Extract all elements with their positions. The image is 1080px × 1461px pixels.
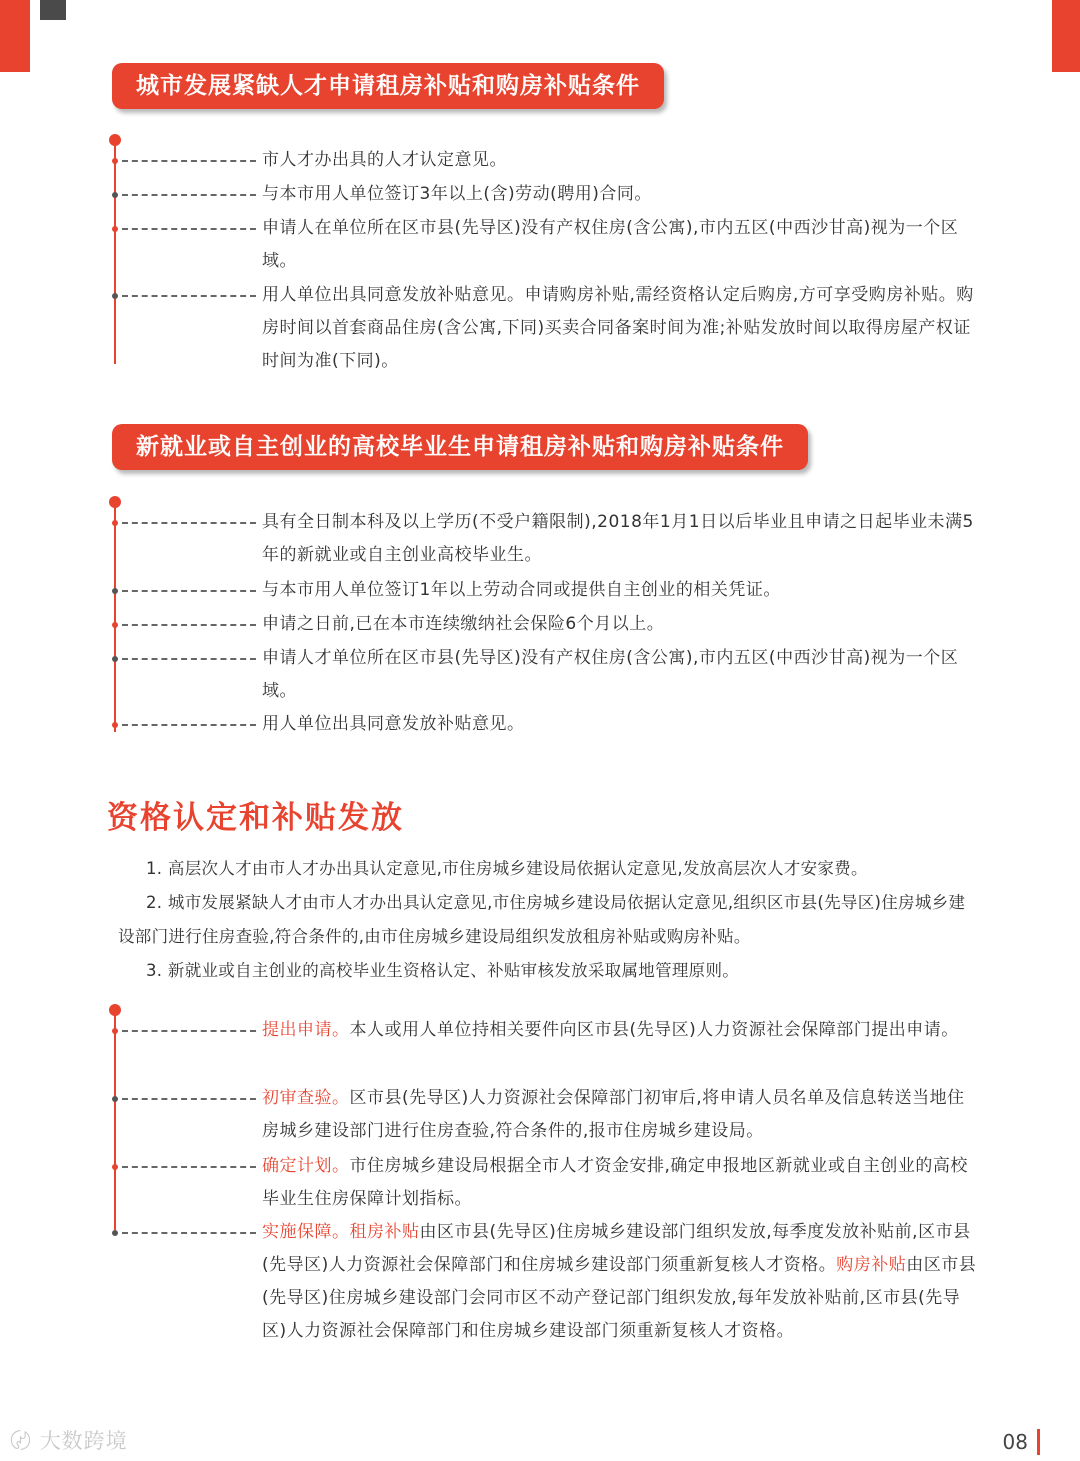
item-text: 用人单位出具同意发放补贴意见。申请购房补贴,需经资格认定后购房,方可享受购房补贴。购房时间以首套商品住房(含公寓,下同)买卖合同备案时间为准;补贴发放时间以取得房屋产权证时间为准(下同)。: [262, 285, 974, 371]
timeline-start-dot: [109, 134, 121, 146]
step-body: 本人或用人单位持相关要件向区市县(先导区)人力资源社会保障部门提出申请。: [349, 1020, 959, 1040]
dashed-connector: [122, 194, 256, 196]
item-text: 申请之日前,已在本市连续缴纳社会保险6个月以上。: [262, 614, 665, 634]
dashed-connector: [122, 1098, 256, 1100]
section1-timeline: [108, 134, 988, 384]
bullet-dot: [112, 158, 118, 164]
section3-timeline: [108, 1004, 988, 1384]
bullet-dot: [112, 226, 118, 232]
timeline-line: [114, 504, 116, 732]
step-body: 市住房城乡建设局根据全市人才资金安排,确定申报地区新就业或自主创业的高校毕业生住房保障计划指标。: [262, 1156, 968, 1209]
bullet-dot: [112, 622, 118, 628]
paragraph-text: 2. 城市发展紧缺人才由市人才办出具认定意见,市住房城乡建设局依据认定意见,组织区市县(先导区)住房城乡建设部门进行住房查验,符合条件的,由市住房城乡建设局组织发放租房补贴或购房补贴。: [118, 893, 966, 946]
dashed-connector: [122, 522, 256, 524]
watermark-text: 大数跨境: [39, 1429, 128, 1453]
corner-decoration-right: [1052, 0, 1080, 72]
bullet-dot: [112, 1164, 118, 1170]
dashed-connector: [122, 1232, 256, 1234]
corner-decoration-left: [0, 0, 30, 72]
dashed-connector: [122, 624, 256, 626]
dashed-connector: [122, 160, 256, 162]
paragraph-text: 3. 新就业或自主创业的高校毕业生资格认定、补贴审核发放采取属地管理原则。: [146, 961, 740, 980]
paragraph: [118, 886, 980, 954]
section2-timeline: [108, 496, 988, 746]
paragraph: [118, 852, 980, 886]
dashed-connector: [122, 228, 256, 230]
item-text: 与本市用人单位签订3年以上(含)劳动(聘用)合同。: [262, 184, 652, 204]
bullet-dot: [112, 293, 118, 299]
timeline-line: [114, 142, 116, 364]
step-body: 区市县(先导区)人力资源社会保障部门初审后,将申请人员名单及信息转送当地住房城乡建设部门进行住房查验,符合条件的,报市住房城乡建设局。: [262, 1088, 965, 1141]
page-number: 08: [1002, 1430, 1028, 1454]
bullet-dot: [112, 656, 118, 662]
step-label: 提出申请。: [262, 1020, 350, 1040]
bullet-dot: [112, 1230, 118, 1236]
item-text: 用人单位出具同意发放补贴意见。: [262, 714, 525, 734]
step-text: [262, 1014, 982, 1047]
item-text: 市人才办出具的人才认定意见。: [262, 150, 507, 170]
page-number-bar: [1037, 1429, 1040, 1455]
bullet-dot: [112, 192, 118, 198]
paragraph-text: 1. 高层次人才由市人才办出具认定意见,市住房城乡建设局依据认定意见,发放高层次人才安家费。: [146, 859, 868, 878]
item-text: 与本市用人单位签订1年以上劳动合同或提供自主创业的相关凭证。: [262, 580, 781, 600]
item-text: 具有全日制本科及以上学历(不受户籍限制),2018年1月1日以后毕业且申请之日起毕业未满5年的新就业或自主创业高校毕业生。: [262, 512, 974, 565]
dashed-connector: [122, 1030, 256, 1032]
timeline-start-dot: [109, 1004, 121, 1016]
item-text: 申请人在单位所在区市县(先导区)没有产权住房(含公寓),市内五区(中西沙甘高)视为一个区域。: [262, 218, 959, 271]
step-label: 实施保障。: [262, 1222, 350, 1242]
timeline-start-dot: [109, 496, 121, 508]
section3-title: 资格认定和补贴发放: [107, 800, 404, 836]
step-sublabel: 租房补贴: [349, 1222, 420, 1242]
item-text: 申请人才单位所在区市县(先导区)没有产权住房(含公寓),市内五区(中西沙甘高)视为一个区域。: [262, 648, 959, 701]
watermark-logo-icon: 〄: [10, 1429, 40, 1453]
step-body: 由区市县(先导区)住房城乡建设部门组织发放,每季度发放补贴前,区市县(先导区)人力资源社会保障部门和住房城乡建设部门须重新复核人才资格。: [262, 1222, 971, 1275]
step-text: [262, 1082, 982, 1148]
step-label: 确定计划。: [262, 1156, 350, 1176]
bullet-dot: [112, 722, 118, 728]
step-text: [262, 1150, 982, 1216]
section1-banner: 城市发展紧缺人才申请租房补贴和购房补贴条件: [112, 63, 664, 109]
dashed-connector: [122, 1166, 256, 1168]
step-body: 由区市县(先导区)住房城乡建设部门会同市区不动产登记部门组织发放,每年发放补贴前,区市县(先导区)人力资源社会保障部门和住房城乡建设部门须重新复核人才资格。: [262, 1255, 977, 1341]
dashed-connector: [122, 590, 256, 592]
section2-banner: 新就业或自主创业的高校毕业生申请租房补贴和购房补贴条件: [112, 424, 808, 470]
dashed-connector: [122, 724, 256, 726]
timeline-line: [114, 1012, 116, 1230]
step-label: 初审查验。: [262, 1088, 350, 1108]
bullet-dot: [112, 1028, 118, 1034]
watermark: [10, 1425, 128, 1455]
step-sublabel: 购房补贴: [836, 1255, 907, 1275]
bullet-dot: [112, 588, 118, 594]
dashed-connector: [122, 658, 256, 660]
dashed-connector: [122, 295, 256, 297]
bullet-dot: [112, 520, 118, 526]
bullet-dot: [112, 1096, 118, 1102]
corner-decoration-square: [40, 0, 66, 20]
paragraph: [118, 954, 980, 988]
step-text: [262, 1216, 982, 1348]
